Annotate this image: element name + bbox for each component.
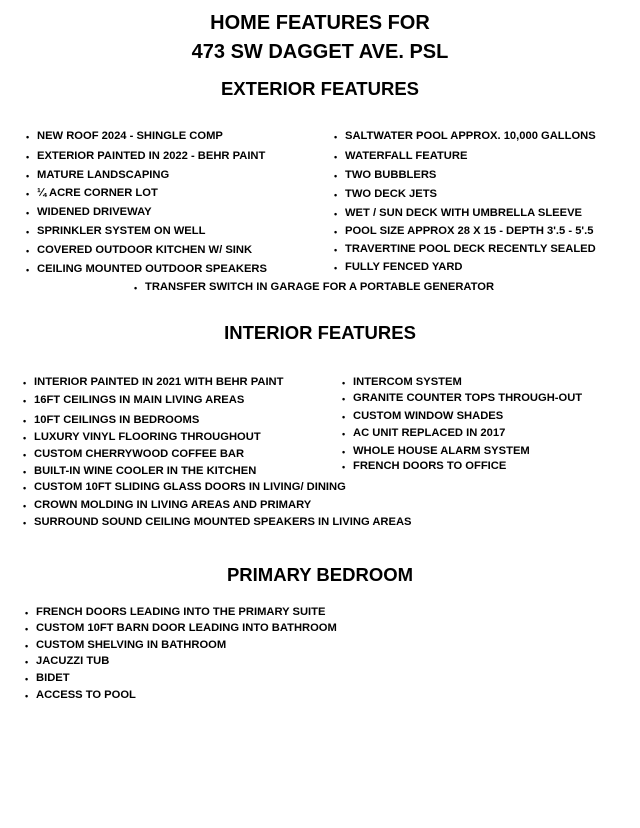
exterior-item: • COVERED OUTDOOR KITCHEN W/ SINK <box>37 243 252 257</box>
primary-bedroom-item: • CUSTOM SHELVING IN BATHROOM <box>36 638 226 652</box>
exterior-item: • TWO BUBBLERS <box>345 168 436 182</box>
primary-bedroom-item: • ACCESS TO POOL <box>36 688 136 702</box>
exterior-item: • SPRINKLER SYSTEM ON WELL <box>37 224 205 238</box>
exterior-item: • SALTWATER POOL APPROX. 10,000 GALLONS <box>345 129 596 143</box>
exterior-item-centered: • TRANSFER SWITCH IN GARAGE FOR A PORTABLE GENERATOR <box>145 280 494 294</box>
interior-item: • AC UNIT REPLACED IN 2017 <box>353 426 505 440</box>
interior-item: • LUXURY VINYL FLOORING THROUGHOUT <box>34 430 261 444</box>
exterior-item: • WET / SUN DECK WITH UMBRELLA SLEEVE <box>345 206 582 220</box>
primary-bedroom-item: • CUSTOM 10FT BARN DOOR LEADING INTO BATHROOM <box>36 621 337 635</box>
interior-item: • 16FT CEILINGS IN MAIN LIVING AREAS <box>34 393 244 407</box>
exterior-item: • WATERFALL FEATURE <box>345 149 467 163</box>
exterior-item: • TWO DECK JETS <box>345 187 437 201</box>
exterior-item: • WIDENED DRIVEWAY <box>37 205 152 219</box>
exterior-item: • CEILING MOUNTED OUTDOOR SPEAKERS <box>37 262 267 276</box>
interior-item: • CUSTOM 10FT SLIDING GLASS DOORS IN LIVING/ DINING <box>34 480 346 494</box>
interior-item: • GRANITE COUNTER TOPS THROUGH-OUT <box>353 391 582 405</box>
interior-item: • CUSTOM WINDOW SHADES <box>353 409 503 423</box>
exterior-item: • TRAVERTINE POOL DECK RECENTLY SEALED <box>345 242 596 256</box>
exterior-item: • POOL SIZE APPROX 28 X 15 - DEPTH 3'.5 - 5'.5 <box>345 224 593 238</box>
document-title-line-1: HOME FEATURES FOR <box>210 12 430 34</box>
primary-bedroom-item: • JACUZZI TUB <box>36 654 109 668</box>
interior-item: • WHOLE HOUSE ALARM SYSTEM <box>353 444 530 458</box>
exterior-heading: EXTERIOR FEATURES <box>220 78 420 99</box>
interior-item: • INTERIOR PAINTED IN 2021 WITH BEHR PAINT <box>34 375 283 389</box>
interior-item: • SURROUND SOUND CEILING MOUNTED SPEAKERS IN LIVING AREAS <box>34 515 412 529</box>
interior-item: • 10FT CEILINGS IN BEDROOMS <box>34 413 199 427</box>
primary-bedroom-heading: PRIMARY BEDROOM <box>226 564 414 585</box>
interior-heading: INTERIOR FEATURES <box>224 322 416 343</box>
exterior-item: • MATURE LANDSCAPING <box>37 168 169 182</box>
document-title-line-2: 473 SW DAGGET AVE. PSL <box>191 41 449 63</box>
interior-item: • CUSTOM CHERRYWOOD COFFEE BAR <box>34 447 244 461</box>
exterior-item: • NEW ROOF 2024 - SHINGLE COMP <box>37 129 223 143</box>
primary-bedroom-item: • FRENCH DOORS LEADING INTO THE PRIMARY SUITE <box>36 605 325 619</box>
exterior-item: • EXTERIOR PAINTED IN 2022 - BEHR PAINT <box>37 149 265 163</box>
primary-bedroom-item: • BIDET <box>36 671 70 685</box>
exterior-item: • FULLY FENCED YARD <box>345 260 463 274</box>
interior-item: • INTERCOM SYSTEM <box>353 375 462 389</box>
interior-item: • FRENCH DOORS TO OFFICE <box>353 459 506 473</box>
interior-item: • CROWN MOLDING IN LIVING AREAS AND PRIMARY <box>34 498 311 512</box>
exterior-item: • ¼ ACRE CORNER LOT <box>37 186 158 200</box>
interior-item: • BUILT-IN WINE COOLER IN THE KITCHEN <box>34 464 256 478</box>
